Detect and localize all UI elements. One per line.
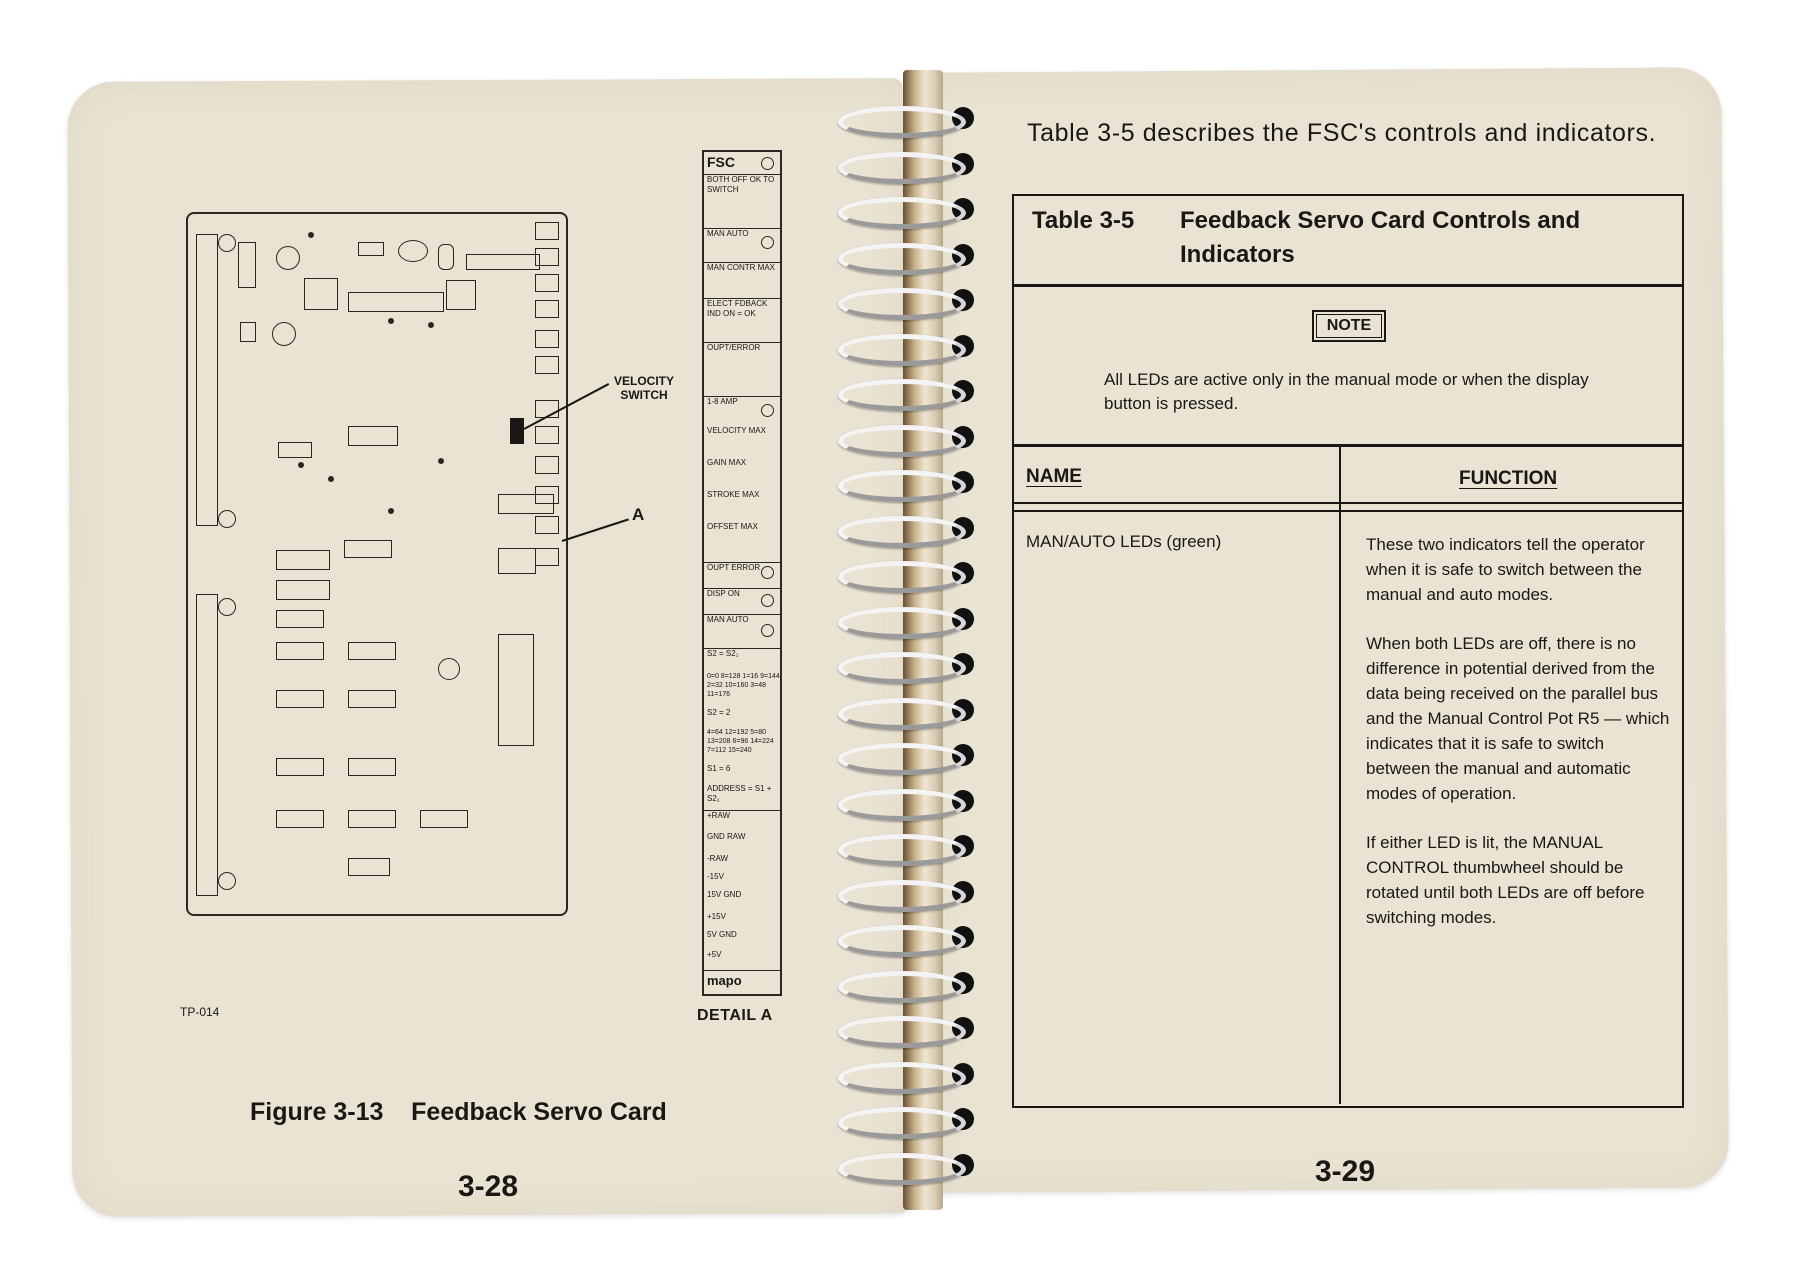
board-dot	[328, 476, 334, 482]
table-rule	[1014, 502, 1682, 504]
coil-wire	[838, 243, 966, 275]
component	[304, 278, 338, 310]
detail-panel-row: ADDRESS = S1 + S2₁	[707, 784, 772, 803]
coil-wire	[838, 652, 966, 684]
detail-a-panel	[702, 150, 782, 996]
component	[438, 244, 454, 270]
detail-panel-title: FSC	[707, 154, 735, 170]
board-dot	[308, 232, 314, 238]
chip	[348, 858, 390, 876]
detail-panel-row: GND RAW	[707, 832, 746, 841]
coil-wire	[838, 561, 966, 593]
intro-paragraph: Table 3-5 describes the FSC's controls and indicators.	[1027, 119, 1657, 147]
table-title	[1032, 204, 1640, 272]
detail-panel-footer: mapo	[704, 970, 780, 992]
detail-panel-row: +5V	[707, 950, 722, 959]
table-name: Feedback Servo Card Controls and Indicators	[1180, 207, 1581, 268]
detail-panel-row: BOTH OFF OK TO SWITCH	[704, 174, 780, 228]
detail-panel-row: S1 = 6	[707, 764, 731, 773]
chip	[276, 550, 330, 570]
spiral-coil	[830, 510, 980, 544]
edge-connector	[535, 548, 559, 566]
page-number-right: 3-29	[1315, 1155, 1376, 1188]
spiral-coil	[830, 783, 980, 817]
detail-panel-row: 0=0 8=128 1=16 9=144 2=32 10=160 3=48 11=176	[707, 673, 780, 698]
coil-wire	[838, 1062, 966, 1094]
board-dot	[388, 318, 394, 324]
component	[446, 280, 476, 310]
edge-connector	[535, 300, 559, 318]
switch-icon	[761, 624, 774, 637]
detail-panel-row: MAN AUTO	[704, 614, 780, 648]
mount-hole	[218, 234, 236, 252]
led-icon	[761, 566, 774, 579]
coil-wire	[838, 880, 966, 912]
function-paragraph: These two indicators tell the operator when it is safe to switch between the manual and auto modes.	[1366, 535, 1645, 604]
coil-wire	[838, 971, 966, 1003]
spiral-coil	[830, 282, 980, 316]
detail-panel-row: STROKE MAX	[707, 490, 760, 499]
coil-wire	[838, 743, 966, 775]
chip	[276, 580, 330, 600]
chip-large	[498, 634, 534, 746]
detail-panel-row: MAN AUTO	[704, 228, 780, 262]
spiral-coil	[830, 100, 980, 134]
edge-connector	[535, 486, 559, 504]
detail-a-label: DETAIL A	[697, 1007, 773, 1024]
coil-wire	[838, 834, 966, 866]
detail-panel-row: 15V GND	[707, 890, 742, 899]
spiral-coil	[830, 646, 980, 680]
mount-hole	[218, 510, 236, 528]
detail-panel-row: +15V	[707, 912, 726, 921]
detail-panel-row: 4=64 12=192 5=80 13=208 6=96 14=224 7=112 15=240	[707, 729, 774, 754]
detail-panel-row: OUPT/ERROR	[704, 342, 780, 396]
coil-wire	[838, 288, 966, 320]
board-dot	[388, 508, 394, 514]
coil-wire	[838, 379, 966, 411]
detail-panel-row: S2 = 2	[707, 708, 731, 717]
coil-wire	[838, 1016, 966, 1048]
detail-panel-row: MAN CONTR MAX	[704, 262, 780, 298]
chip	[276, 642, 324, 660]
coil-wire	[838, 470, 966, 502]
velocity-switch-callout: VELOCITY SWITCH	[613, 374, 674, 402]
chip	[348, 690, 396, 708]
spiral-coil	[830, 919, 980, 953]
note-label: NOTE	[1312, 310, 1386, 342]
led-icon	[761, 157, 774, 170]
chip	[348, 758, 396, 776]
coil-wire	[838, 425, 966, 457]
table-rule	[1014, 284, 1682, 287]
component	[398, 240, 428, 262]
table-rule	[1014, 444, 1682, 447]
coil-wire	[838, 789, 966, 821]
spiral-coil	[830, 965, 980, 999]
board-dot	[298, 462, 304, 468]
spiral-coil	[830, 146, 980, 180]
board-rail	[196, 594, 218, 896]
led-icon	[761, 236, 774, 249]
component	[238, 242, 256, 288]
capacitor	[276, 246, 300, 270]
spiral-coil	[830, 1147, 980, 1181]
spiral-coil	[830, 373, 980, 407]
a-callout: A	[632, 505, 645, 524]
coil-wire	[838, 197, 966, 229]
spiral-coil	[830, 828, 980, 862]
edge-connector	[535, 516, 559, 534]
detail-panel-row: -RAW	[707, 854, 729, 863]
component	[240, 322, 256, 342]
spiral-coil	[830, 1010, 980, 1044]
chip	[276, 690, 324, 708]
chip	[348, 426, 398, 446]
detail-panel-row: OUPT ERROR	[704, 562, 780, 588]
component-array	[466, 254, 540, 270]
table-number: Table 3-5	[1032, 207, 1135, 234]
coil-wire	[838, 106, 966, 138]
coil-wire	[838, 925, 966, 957]
spiral-coil	[830, 1101, 980, 1135]
tp-code: TP-014	[180, 1005, 220, 1019]
button-icon	[761, 594, 774, 607]
row-name: MAN/AUTO LEDs (green)	[1026, 532, 1222, 551]
mount-hole	[218, 598, 236, 616]
coil-wire	[838, 152, 966, 184]
spiral-coil	[830, 737, 980, 771]
board-dot	[438, 458, 444, 464]
function-paragraph: If either LED is lit, the MANUAL CONTROL thumbwheel should be rotated until both LEDs are off before switching modes.	[1366, 833, 1645, 927]
component	[278, 442, 312, 458]
chip	[348, 642, 396, 660]
detail-panel-row: +RAW	[704, 810, 780, 832]
column-header-name: NAME	[1026, 466, 1082, 487]
chip	[276, 610, 324, 628]
board-dot	[428, 322, 434, 328]
capacitor	[272, 322, 296, 346]
edge-connector	[535, 356, 559, 374]
function-paragraph: When both LEDs are off, there is no difference in potential derived from the data being received on the parallel bus and the Manual Control Pot R5 — which indicates that it is safe to switch between the manual and automatic modes of operation.	[1366, 634, 1670, 803]
spiral-coil	[830, 237, 980, 271]
detail-panel-row: ELECT FDBACK IND ON = OK	[704, 298, 780, 342]
spiral-coil	[830, 874, 980, 908]
column-header-function: FUNCTION	[1459, 468, 1558, 489]
detail-panel-row: DISP ON	[704, 588, 780, 614]
detail-panel-row: -15V	[707, 872, 724, 881]
column-divider	[1339, 446, 1341, 1104]
detail-panel-row: VELOCITY MAX	[707, 426, 766, 435]
note-text: All LEDs are active only in the manual mode or when the display button is pressed.	[1104, 370, 1589, 413]
spiral-coil	[830, 1056, 980, 1090]
edge-connector	[535, 274, 559, 292]
page-number-left: 3-28	[458, 1170, 519, 1203]
edge-connector	[535, 330, 559, 348]
coil-wire	[838, 334, 966, 366]
chip	[344, 540, 392, 558]
spiral-coil	[830, 328, 980, 362]
spiral-binding	[830, 100, 990, 1200]
edge-connector	[535, 248, 559, 266]
spiral-coil	[830, 464, 980, 498]
chip	[276, 758, 324, 776]
spiral-coil	[830, 191, 980, 225]
edge-connector	[535, 456, 559, 474]
spiral-coil	[830, 419, 980, 453]
coil-wire	[838, 607, 966, 639]
spiral-coil	[830, 601, 980, 635]
chip	[276, 810, 324, 828]
capacitor	[438, 658, 460, 680]
knob-icon	[761, 404, 774, 417]
edge-connector	[535, 426, 559, 444]
mount-hole	[218, 872, 236, 890]
figure-caption: Figure 3-13 Feedback Servo Card	[250, 1098, 667, 1126]
coil-wire	[838, 516, 966, 548]
detail-panel-row: GAIN MAX	[707, 458, 747, 467]
component	[498, 548, 536, 574]
chip	[420, 810, 468, 828]
component	[358, 242, 384, 256]
coil-wire	[838, 1107, 966, 1139]
velocity-switch-marker	[510, 418, 524, 444]
detail-panel-row: 5V GND	[707, 930, 737, 939]
board-rail	[196, 234, 218, 526]
row-function	[1366, 532, 1671, 954]
spiral-coil	[830, 555, 980, 589]
spiral-coil	[830, 692, 980, 726]
component	[348, 292, 444, 312]
edge-connector	[535, 222, 559, 240]
chip	[348, 810, 396, 828]
coil-wire	[838, 698, 966, 730]
detail-panel-row: OFFSET MAX	[707, 522, 758, 531]
circuit-board-drawing	[186, 212, 568, 916]
controls-table	[1012, 194, 1684, 1108]
coil-wire	[838, 1153, 966, 1185]
table-rule	[1014, 510, 1682, 512]
detail-panel-row: S2 = S2₁	[704, 648, 780, 708]
detail-panel-row: 1-8 AMP	[704, 396, 780, 426]
